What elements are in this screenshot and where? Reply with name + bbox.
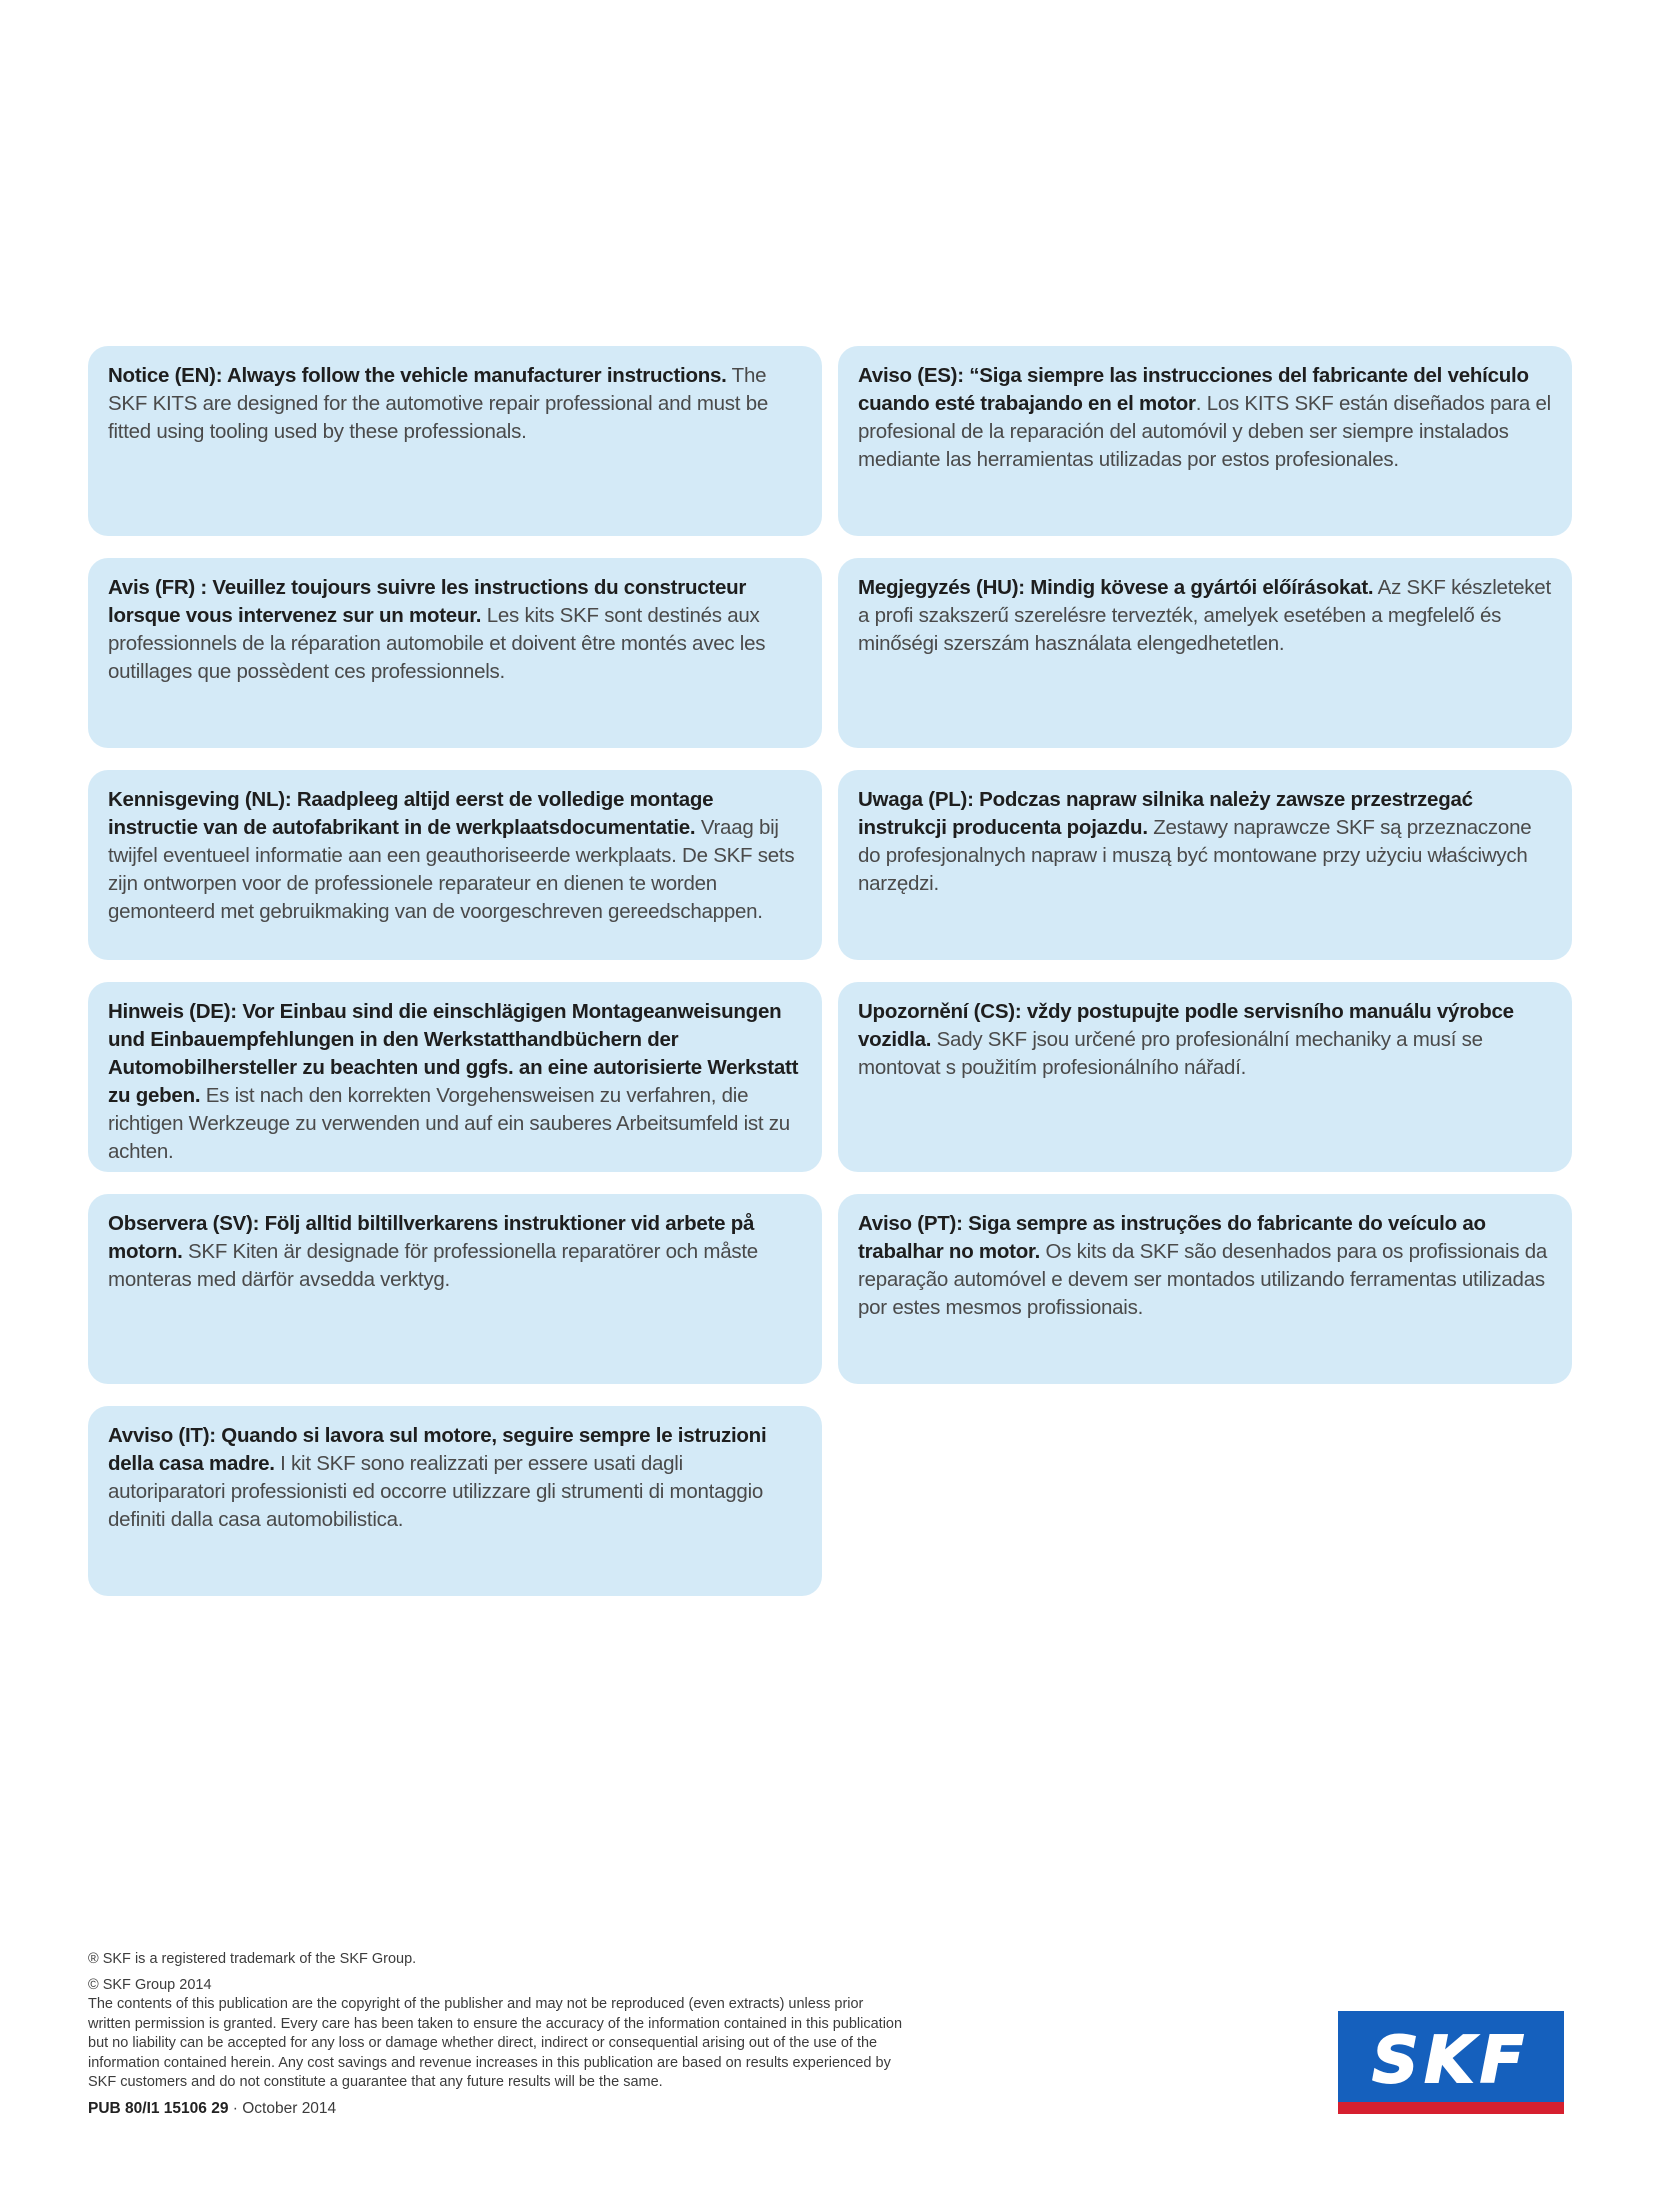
notice-lead: Avis (FR) : Veuillez toujours suivre les instructions du constructeur lorsque vous intervenez sur un moteur. bbox=[108, 576, 747, 627]
notice-de bbox=[88, 982, 822, 1172]
publication-number: PUB 80/I1 15106 29 bbox=[88, 2099, 229, 2117]
notice-body: Vraag bij twijfel eventueel informatie aan een geauthoriseerde werkplaats. De SKF sets zijn ontworpen voor de professionele reparateur en dienen te worden gemonteerd met gebruikmaking van de voorgeschreven gereedschappen. bbox=[108, 816, 795, 923]
notice-lead: Aviso (ES): “Siga siempre las instrucciones del fabricante del vehículo cuando esté trabajando en el motor bbox=[858, 364, 1529, 415]
notice-lead: Notice (EN): Always follow the vehicle manufacturer instructions. bbox=[108, 364, 727, 387]
notice-lead: Uwaga (PL): Podczas napraw silnika należy zawsze przestrzegać instrukcji producenta pojazdu. bbox=[858, 788, 1473, 839]
skf-logo-text: SKF bbox=[1372, 2024, 1530, 2098]
notice-fr bbox=[88, 558, 822, 748]
notice-lead: Hinweis (DE): Vor Einbau sind die einschlägigen Montageanweisungen und Einbauempfehlungen in den Werkstatthandbüchern der Automobilhersteller zu beachten und ggfs. an eine autorisierte Werkstatt zu geben. bbox=[108, 1000, 799, 1107]
notice-pt bbox=[838, 1194, 1572, 1384]
notice-body: Les kits SKF sont destinés aux professionnels de la réparation automobile et doivent être montés avec les outillages que possèdent ces professionnels. bbox=[108, 604, 766, 683]
notice-lead: Megjegyzés (HU): Mindig kövese a gyártói előírásokat. bbox=[858, 576, 1374, 599]
skf-logo-red-band bbox=[1338, 2102, 1564, 2114]
notice-lead: Observera (SV): Följ alltid biltillverkarens instruktioner vid arbete på motorn. bbox=[108, 1212, 755, 1263]
notice-it bbox=[88, 1406, 822, 1596]
copyright-note: © SKF Group 2014 bbox=[88, 1976, 212, 1993]
notice-body: Az SKF készleteket a profi szakszerű szerelésre tervezték, amelyek esetében a megfelelő és minőségi szerszám használata elengedhetetlen. bbox=[858, 576, 1551, 655]
notice-body: SKF Kiten är designade för professionella reparatörer och måste monteras med därför avsedda verktyg. bbox=[108, 1240, 758, 1291]
publication-separator: · bbox=[228, 2099, 243, 2117]
notice-body: The SKF KITS are designed for the automotive repair professional and must be fitted using tooling used by these professionals. bbox=[108, 364, 769, 443]
publication-info bbox=[88, 2099, 908, 2119]
skf-logo bbox=[1338, 2011, 1564, 2114]
notice-body: Zestawy naprawcze SKF są przeznaczone do profesjonalnych napraw i muszą być montowane przy użyciu właściwych narzędzi. bbox=[858, 816, 1532, 895]
notice-body: Os kits da SKF são desenhados para os profissionais da reparação automóvel e devem ser montados utilizando ferramentas utilizadas por estes mesmos profissionais. bbox=[858, 1240, 1548, 1319]
notice-hu bbox=[838, 558, 1572, 748]
notice-pl bbox=[838, 770, 1572, 960]
notice-body: . Los KITS SKF están diseñados para el profesional de la reparación del automóvil y deben ser siempre instalados mediante las herramientas utilizadas por estos profesionales. bbox=[858, 392, 1551, 471]
notice-body: Es ist nach den korrekten Vorgehensweisen zu verfahren, die richtigen Werkzeuge zu verwenden und auf ein sauberes Arbeitsumfeld ist zu achten. bbox=[108, 1084, 790, 1163]
notice-body: Sady SKF jsou určené pro profesionální mechaniky a musí se montovat s použitím profesionálního nářadí. bbox=[858, 1028, 1483, 1079]
publication-date: October 2014 bbox=[242, 2099, 337, 2117]
notice-lead: Upozornění (CS): vždy postupujte podle servisního manuálu výrobce vozidla. bbox=[858, 1000, 1514, 1051]
notice-nl bbox=[88, 770, 822, 960]
trademark-note: ® SKF is a registered trademark of the SKF Group. bbox=[88, 1951, 417, 1967]
notice-body: I kit SKF sono realizzati per essere usati dagli autoriparatori professionisti ed occorre utilizzare gli strumenti di montaggio definiti dalla casa automobilistica. bbox=[108, 1452, 764, 1531]
footer bbox=[88, 1950, 908, 2118]
notice-es bbox=[838, 346, 1572, 536]
notice-grid bbox=[88, 346, 1568, 1596]
notice-lead: Kennisgeving (NL): Raadpleeg altijd eerst de volledige montage instructie van de autofabrikant in de werkplaatsdocumentatie. bbox=[108, 788, 714, 839]
notice-lead: Avviso (IT): Quando si lavora sul motore, seguire sempre le istruzioni della casa madre. bbox=[108, 1424, 767, 1475]
notice-cs bbox=[838, 982, 1572, 1172]
notice-lead: Aviso (PT): Siga sempre as instruções do fabricante do veículo ao trabalhar no motor. bbox=[858, 1212, 1486, 1263]
notice-sv bbox=[88, 1194, 822, 1384]
disclaimer-text: The contents of this publication are the copyright of the publisher and may not be reproduced (even extracts) unless prior written permission is granted. Every care has been taken to ensure the accuracy of the information contained in this publication but no liability can be accepted for any loss or damage whether direct, indirect or consequential arising out of the use of the information contained herein. Any cost savings and revenue increases in this publication are based on results experienced by SKF customers and do not constitute a guarantee that any future results will be the same. bbox=[88, 1996, 903, 2090]
notice-en bbox=[88, 346, 822, 536]
